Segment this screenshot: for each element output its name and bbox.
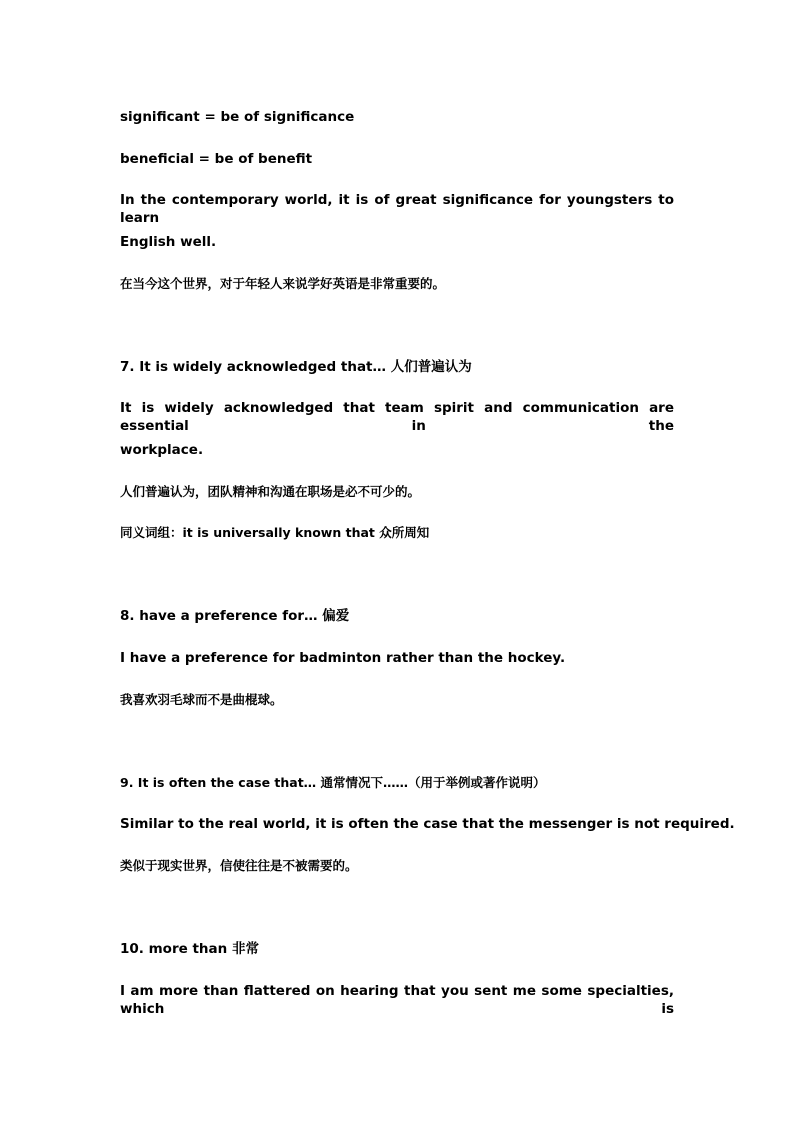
phrase-7-synonym: 同义词组：it is universally known that 众所周知 [120, 525, 430, 540]
phrase-10-example-line-1: I am more than flattered on hearing that you sent me some specialties, which is [120, 983, 674, 1017]
note-beneficial: beneficial = be of benefit [120, 151, 313, 167]
example-translation: 在当今这个世界，对于年轻人来说学好英语是非常重要的。 [120, 276, 446, 291]
phrase-heading-8: 8. have a preference for… 偏爱 [120, 608, 350, 624]
phrase-9-translation: 类似于现实世界，信使往往是不被需要的。 [120, 858, 358, 873]
phrase-9-example: Similar to the real world, it is often the case that the messenger is not required. [120, 816, 735, 832]
phrase-heading-10: 10. more than 非常 [120, 941, 259, 957]
example-sentence-line-1: In the contemporary world, it is of great significance for youngsters to learn [120, 192, 674, 226]
phrase-8-translation: 我喜欢羽毛球而不是曲棍球。 [120, 692, 283, 707]
phrase-8-example: I have a preference for badminton rather than the hockey. [120, 650, 566, 666]
phrase-7-example-line-1: It is widely acknowledged that team spirit and communication are essential in the [120, 400, 674, 434]
phrase-heading-9: 9. It is often the case that… 通常情况下……（用于举例或著作说明） [120, 775, 546, 790]
phrase-heading-7: 7. It is widely acknowledged that… 人们普遍认为 [120, 359, 472, 375]
phrase-7-translation: 人们普遍认为，团队精神和沟通在职场是必不可少的。 [120, 484, 421, 499]
example-sentence-line-2: English well. [120, 234, 217, 250]
phrase-7-example-line-2: workplace. [120, 442, 204, 458]
note-significant: significant = be of significance [120, 109, 355, 125]
